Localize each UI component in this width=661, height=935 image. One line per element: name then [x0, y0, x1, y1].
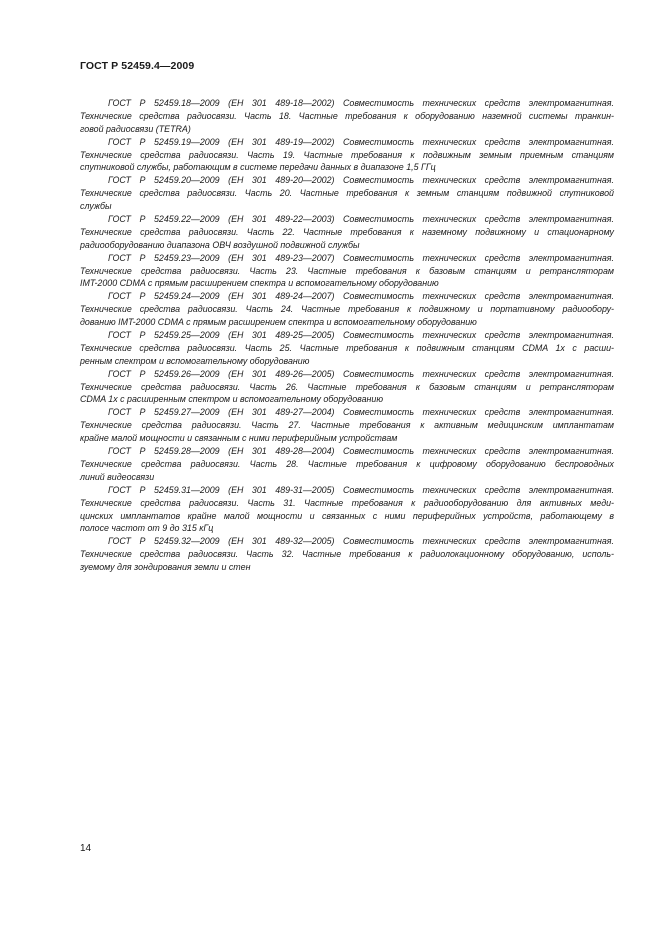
reference-line: полосе частот от 9 до 315 кГц	[80, 523, 214, 534]
reference-line: ГОСТ Р 52459.19—2009 (ЕН 301 489-19—2002) Совместимость технических средств электромагнитная.	[108, 136, 614, 147]
reference-line: ГОСТ Р 52459.18—2009 (ЕН 301 489-18—2002) Совместимость технических средств электромагнитная.	[108, 98, 614, 108]
reference-line: спутниковой службы, работающим в системе передачи данных в диапазоне 1,5 ГГц	[80, 162, 436, 173]
reference-line: Технические средства радиосвязи. Часть 18. Частные требования к оборудованию наземной системы транкин-	[80, 110, 614, 121]
reference-line: линий видеосвязи	[80, 471, 155, 482]
reference-line: ГОСТ Р 52459.24—2009 (ЕН 301 489-24—2007) Совместимость технических средств электромагнитная.	[108, 291, 614, 302]
reference-entry	[80, 252, 614, 291]
reference-line: ГОСТ Р 52459.28—2009 (ЕН 301 489-28—2004) Совместимость технических средств электромагнитная.	[108, 446, 614, 457]
reference-line: ренным спектром и вспомогательному оборудованию	[80, 355, 310, 366]
reference-entry	[80, 329, 614, 368]
reference-entry	[80, 136, 614, 175]
reference-entry	[80, 535, 614, 574]
reference-line: дованию IMT-2000 CDMA с прямым расширением спектра и вспомогательному оборудованию	[80, 317, 477, 328]
reference-entry	[80, 213, 614, 252]
reference-line: ГОСТ Р 52459.23—2009 (ЕН 301 489-23—2007) Совместимость технических средств электромагнитная.	[108, 252, 614, 263]
reference-line: ГОСТ Р 52459.27—2009 (ЕН 301 489-27—2004) Совместимость технических средств электромагнитная.	[108, 407, 614, 418]
reference-line: Технические средства радиосвязи. Часть 22. Частные требования к наземному подвижному и стационарному	[80, 226, 614, 237]
page-number: 14	[80, 843, 92, 854]
reference-line: Технические средства радиосвязи. Часть 26. Частные требования к базовым станциям и ретрансляторам	[80, 381, 614, 392]
reference-line: радиооборудованию диапазона ОВЧ воздушной подвижной службы	[80, 239, 360, 250]
reference-line: CDMA 1x с расширенным спектром и вспомогательному оборудованию	[80, 394, 383, 405]
reference-line: Технические средства радиосвязи. Часть 25. Частные требования к подвижным станциям CDMA 1x с расши-	[80, 342, 614, 353]
reference-entry	[80, 174, 614, 213]
reference-entry	[80, 97, 614, 136]
reference-line: Технические средства радиосвязи. Часть 31. Частные требования к радиооборудованию для активных меди-	[80, 497, 614, 508]
reference-line: зуемому для зондирования земли и стен	[80, 562, 251, 573]
reference-line: говой радиосвязи (TETRA)	[80, 123, 191, 134]
reference-line: Технические средства радиосвязи. Часть 28. Частные требования к цифровому оборудованию беспроводных	[80, 458, 614, 469]
reference-line: ГОСТ Р 52459.26—2009 (ЕН 301 489-26—2005) Совместимость технических средств электромагнитная.	[108, 368, 614, 379]
reference-line: ГОСТ Р 52459.25—2009 (ЕН 301 489-25—2005) Совместимость технических средств электромагнитная.	[108, 330, 614, 341]
reference-line: Технические средства радиосвязи. Часть 23. Частные требования к базовым станциям и ретрансляторам	[80, 265, 614, 276]
reference-line: Технические средства радиосвязи. Часть 27. Частные требования к активным медицинским имплантатам	[80, 420, 614, 431]
reference-line: Технические средства радиосвязи. Часть 32. Частные требования к радиолокационному оборудованию, исполь-	[80, 549, 614, 560]
reference-line: IMT-2000 CDMA с прямым расширением спектра и вспомогательному оборудованию	[80, 278, 439, 289]
reference-line: службы	[80, 201, 112, 212]
reference-line: Технические средства радиосвязи. Часть 20. Частные требования к земным станциям подвижной спутниковой	[80, 188, 614, 199]
reference-line: ГОСТ Р 52459.20—2009 (ЕН 301 489-20—2002) Совместимость технических средств электромагнитная.	[108, 175, 614, 186]
reference-line: крайне малой мощности и связанным с ними периферийным устройствам	[80, 433, 398, 444]
reference-line: цинских имплантатов крайне малой мощности и связанных с ними периферийных устройств, работающему в	[80, 510, 614, 521]
reference-entry	[80, 445, 614, 484]
reference-entry	[80, 290, 614, 329]
reference-entry	[80, 368, 614, 407]
reference-line: Технические средства радиосвязи. Часть 19. Частные требования к подвижным земным приемным станциям	[80, 149, 614, 160]
reference-line: Технические средства радиосвязи. Часть 24. Частные требования к подвижному и портативному радиообору-	[80, 304, 614, 315]
reference-line: ГОСТ Р 52459.22—2009 (ЕН 301 489-22—2003) Совместимость технических средств электромагнитная.	[108, 214, 614, 225]
reference-entry	[80, 484, 614, 536]
document-header: ГОСТ Р 52459.4—2009	[80, 60, 195, 72]
reference-entry	[80, 406, 614, 445]
reference-line: ГОСТ Р 52459.32—2009 (ЕН 301 489-32—2005) Совместимость технических средств электромагнитная.	[108, 536, 614, 547]
reference-line: ГОСТ Р 52459.31—2009 (ЕН 301 489-31—2005) Совместимость технических средств электромагнитная.	[108, 484, 614, 495]
references-list	[80, 97, 614, 574]
